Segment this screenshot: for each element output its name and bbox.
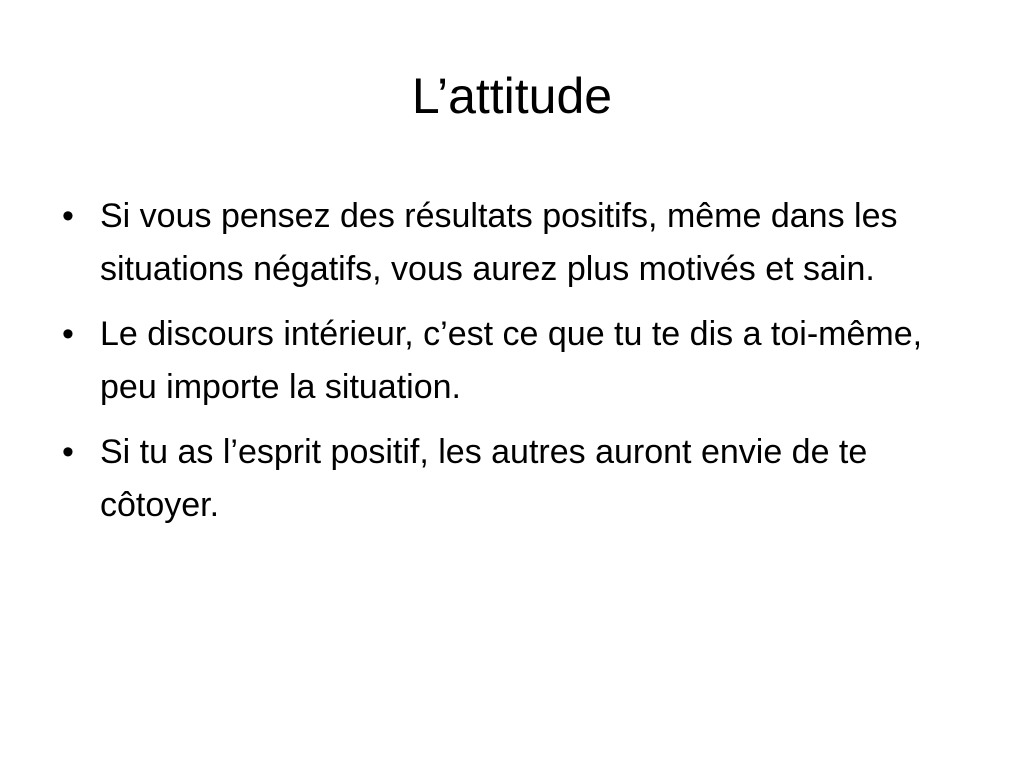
bullet-text: Si vous pensez des résultats positifs, même dans les situations négatifs, vous aurez plus motivés et sain. bbox=[100, 197, 898, 288]
bullet-item bbox=[62, 426, 962, 532]
bullet-icon: • bbox=[62, 197, 74, 235]
slide-title: L’attitude bbox=[411, 68, 613, 124]
bullet-text: Le discours intérieur, c’est ce que tu te dis a toi-même, peu importe la situation. bbox=[100, 315, 923, 406]
bullet-icon: • bbox=[62, 315, 74, 353]
bullet-text: Si tu as l’esprit positif, les autres auront envie de te côtoyer. bbox=[100, 433, 868, 524]
bullet-icon: • bbox=[62, 433, 74, 471]
bullet-item bbox=[62, 308, 962, 414]
bullet-list bbox=[62, 190, 962, 544]
bullet-item bbox=[62, 190, 962, 296]
